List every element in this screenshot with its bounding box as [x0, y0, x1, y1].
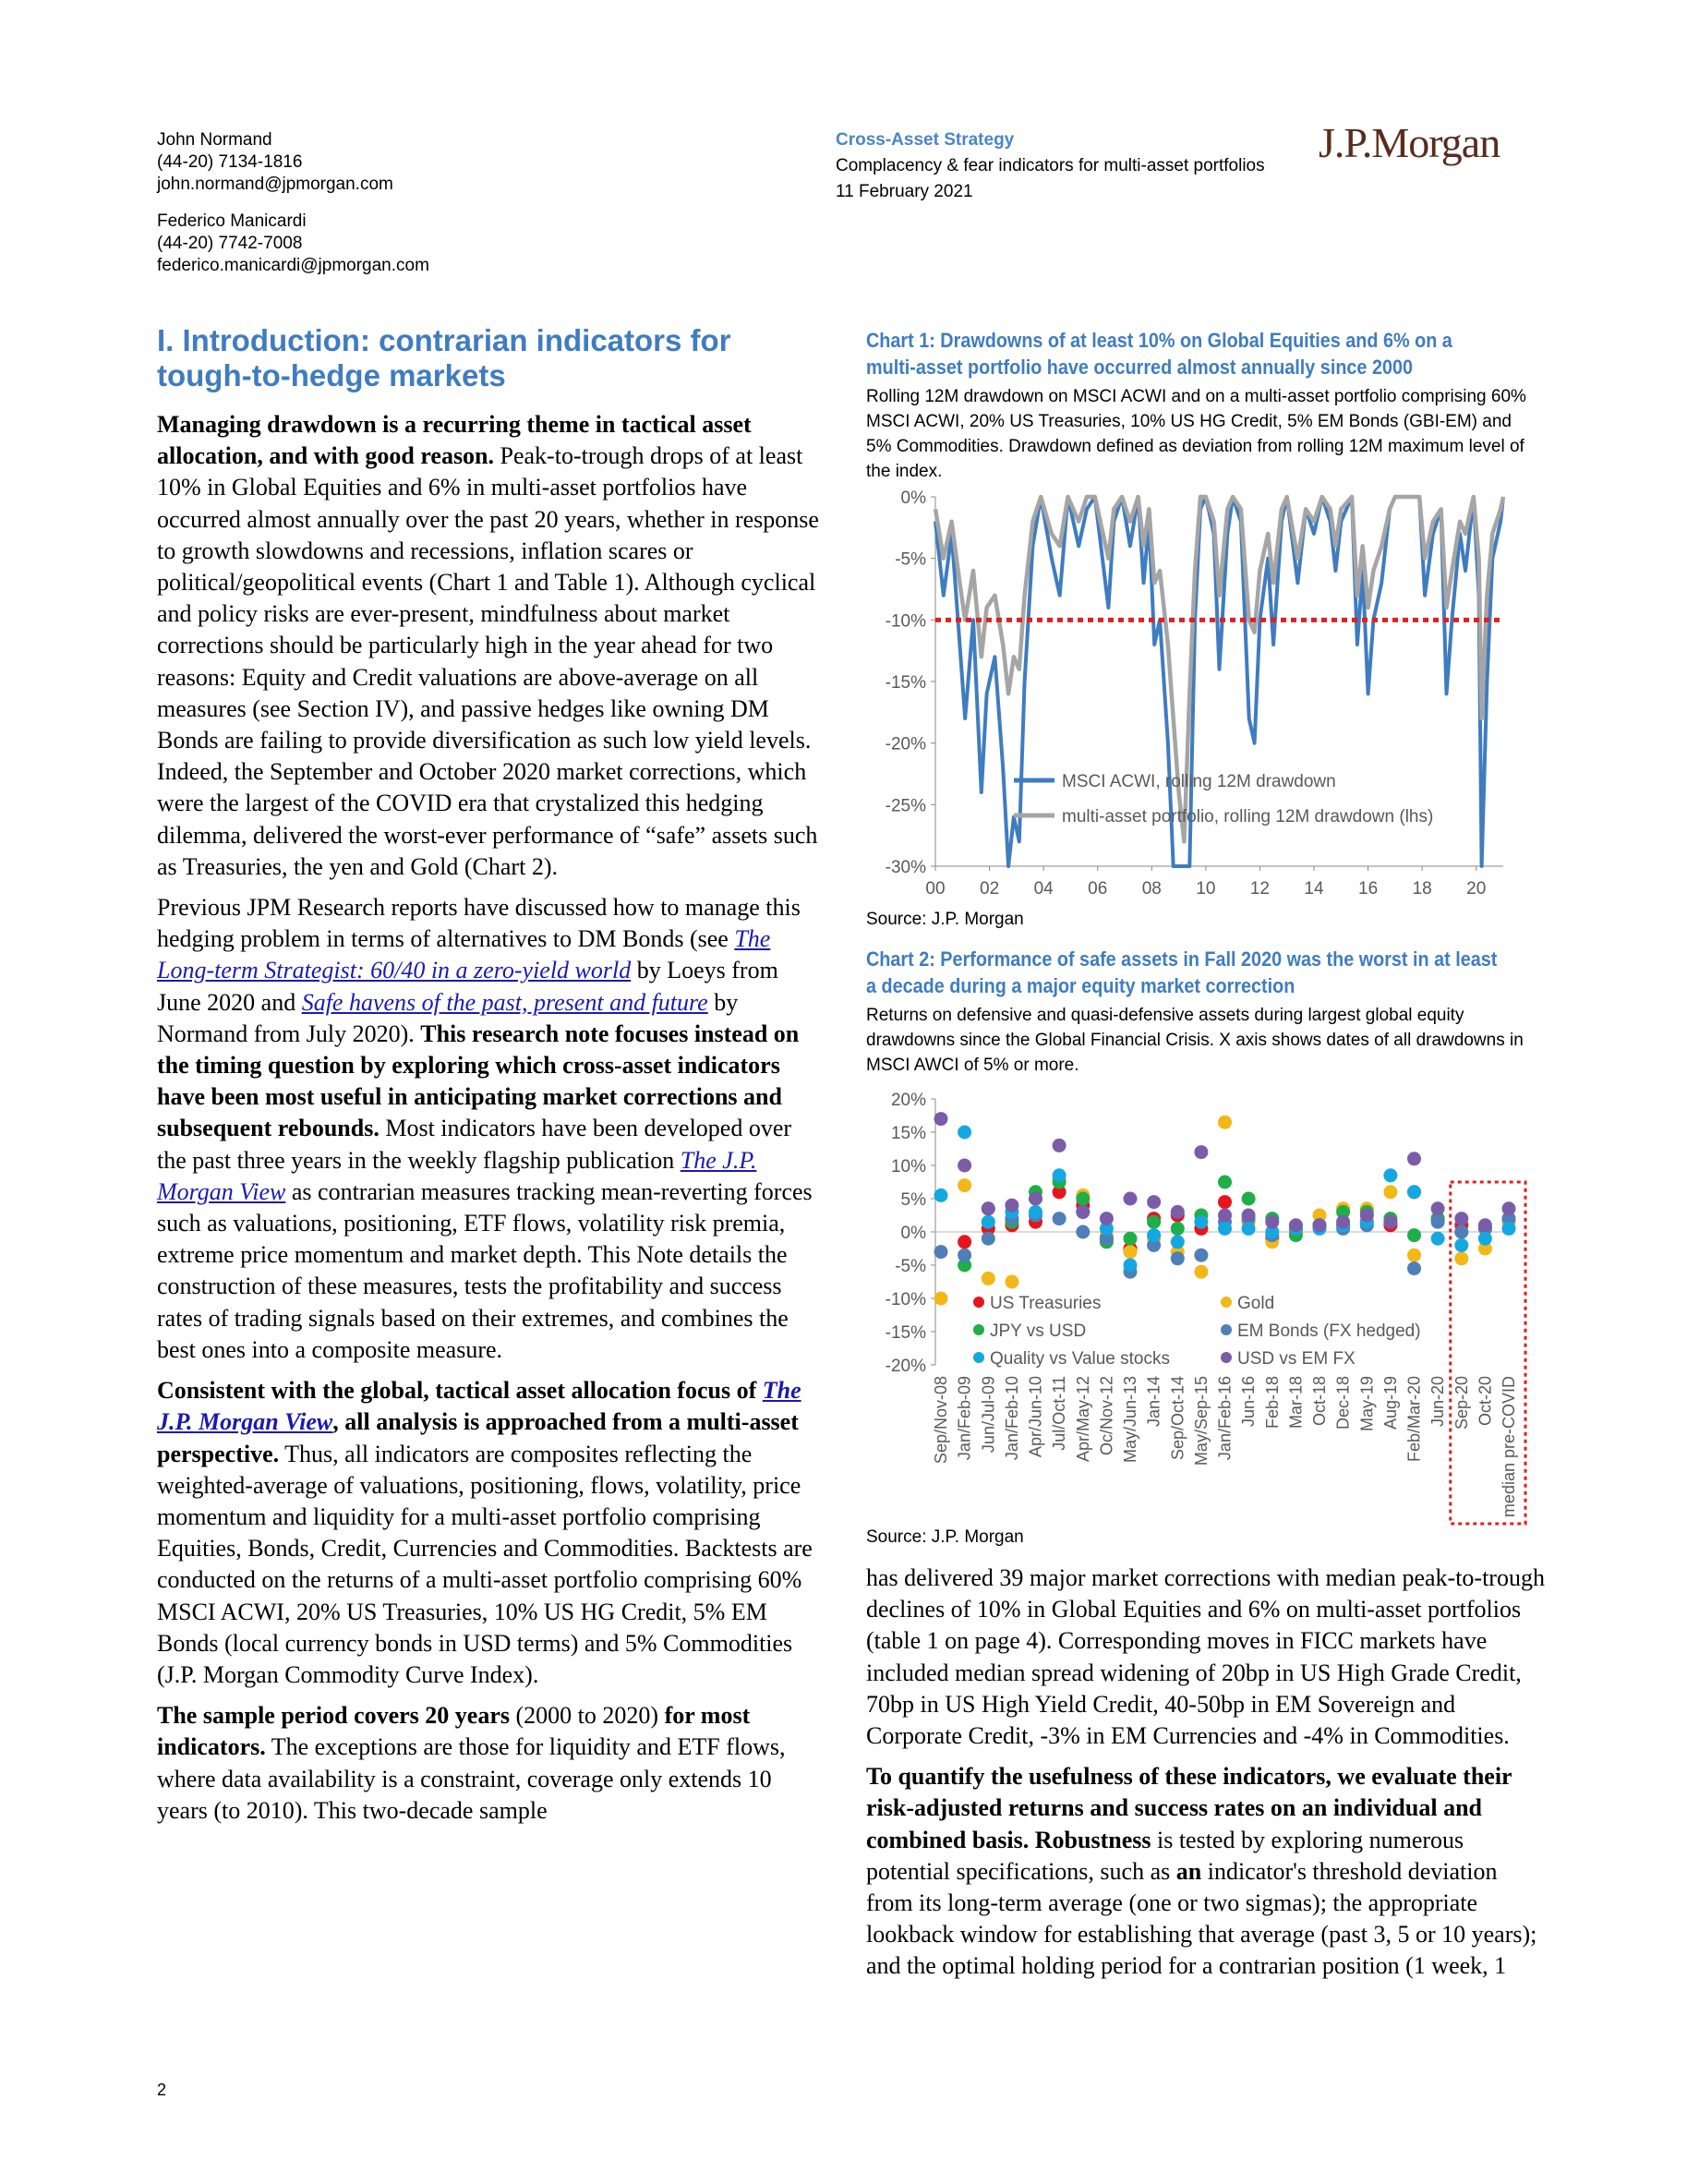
data-point: [1478, 1218, 1492, 1232]
link-jpm-view[interactable]: The J.P. Morgan View: [157, 1146, 757, 1205]
data-point: [958, 1178, 971, 1192]
x-tick-label: 08: [1141, 879, 1162, 899]
legend-marker: [973, 1352, 984, 1363]
x-tick-label: 06: [1088, 879, 1108, 899]
data-point: [934, 1245, 948, 1259]
author-phone: (44-20) 7742-7008: [157, 234, 303, 253]
data-point: [1454, 1251, 1468, 1265]
paragraph: [157, 892, 824, 1366]
data-point: [1242, 1222, 1256, 1236]
data-point: [934, 1112, 948, 1126]
legend-marker: [1221, 1324, 1232, 1335]
author-block-1: [157, 129, 393, 196]
data-point: [1029, 1192, 1042, 1206]
report-title: Complacency & fear indicators for multi-asset portfolios: [836, 156, 1265, 175]
y-tick-label: -20%: [885, 734, 926, 754]
x-category-label: Mar-18: [1286, 1376, 1306, 1430]
data-point: [934, 1292, 948, 1306]
data-point: [1194, 1265, 1208, 1279]
data-point: [1076, 1192, 1090, 1206]
x-tick-label: 12: [1249, 879, 1270, 899]
y-tick-label: -15%: [885, 1323, 926, 1343]
x-tick-label: 02: [980, 879, 1000, 899]
paragraph-text: Peak-to-trough drops of at least 10% in Global Equities and 6% in multi-asset portfolios have occurred almost annually over the past 20 years, whether in response to growth slowdowns and recessions, inflation scares or political/geopolitical events (Chart 1 and Table 1). Although cyclical and policy risks are ever-present, mindfulness about market corrections should be particularly high in the year ahead for two reasons: Equity and Credit valuations are above-average on all measures (see Section IV), and passive hedges like owning DM Bonds are failing to provide diversification as such low yield levels. Indeed, the September and October 2020 market corrections, which were the largest of the COVID era that crystalized this hedging dilemma, delivered the worst-ever performance of “safe” assets such as Treasuries, the yen and Gold (Chart 2).: [157, 442, 819, 880]
data-point: [1147, 1195, 1161, 1209]
legend-marker: [1221, 1297, 1232, 1308]
data-point: [1431, 1201, 1445, 1215]
data-point: [1218, 1116, 1232, 1129]
data-point: [1454, 1225, 1468, 1239]
x-category-label: Aug-19: [1380, 1376, 1400, 1430]
x-category-label: Apr/Jun-10: [1026, 1376, 1045, 1458]
data-point: [1124, 1245, 1138, 1259]
x-tick-label: 04: [1033, 879, 1054, 899]
y-tick-label: -20%: [885, 1357, 926, 1376]
data-point: [1242, 1209, 1256, 1223]
x-category-label: Jan/Feb-10: [1002, 1376, 1021, 1461]
x-category-label: Sep/Nov-08: [932, 1376, 950, 1465]
x-category-label: Apr/May-12: [1073, 1376, 1092, 1463]
y-tick-label: -5%: [895, 549, 926, 570]
paragraph: [866, 1761, 1548, 1982]
chart2-subtitle: Returns on defensive and quasi-defensive assets during largest global equity drawdowns since the Global Financial Crisis. X axis shows dates of all drawdowns in MSCI AWCI of 5% or more.: [866, 1006, 1524, 1075]
data-point: [934, 1189, 948, 1202]
legend-marker: [1221, 1352, 1232, 1363]
legend-marker: [973, 1324, 984, 1335]
jpmorgan-logo: J.P.Morgan: [1319, 119, 1500, 166]
paragraph-text: by Loeys from June 2020 and: [157, 957, 778, 1016]
data-point: [1407, 1152, 1421, 1165]
paragraph: [157, 1375, 824, 1691]
data-point: [982, 1201, 995, 1215]
legend-label: USD vs EM FX: [1237, 1349, 1356, 1369]
data-point: [958, 1235, 971, 1249]
y-tick-label: -15%: [885, 673, 926, 693]
data-point: [982, 1232, 995, 1246]
paragraph-text: by Normand from July 2020).: [157, 988, 739, 1047]
x-category-label: Jul/Oct-11: [1050, 1376, 1069, 1451]
data-point: [1171, 1235, 1185, 1249]
data-point: [1124, 1192, 1138, 1206]
x-category-label: May-19: [1357, 1376, 1377, 1432]
y-tick-label: -10%: [885, 611, 926, 632]
x-category-label: Jan/Feb-09: [955, 1376, 974, 1461]
data-point: [1336, 1215, 1350, 1229]
legend-marker: [973, 1297, 984, 1308]
x-category-label: Jun-16: [1239, 1376, 1259, 1428]
chart2-plot: [866, 1080, 1540, 1533]
data-point: [1053, 1139, 1066, 1152]
paragraph: has delivered 39 major market corrections with median peak-to-trough declines of 10% in Global Equities and 6% on multi-asset portfolios (table 1 on page 4). Corresponding moves in FICC markets have included median spread widening of 20bp in US High Grade Credit, 70bp in US High Yield Credit, 40-50bp in EM Sovereign and Corporate Credit, -3% in EM Currencies and -4% in Commodities.: [866, 1564, 1545, 1750]
data-point: [1076, 1225, 1090, 1239]
bold-lead: This research note focuses instead on the timing question by exploring which cross-asset indicators have been most useful in anticipating market corrections and subsequent rebounds.: [157, 1020, 800, 1142]
data-point: [1383, 1215, 1397, 1229]
x-category-label: Oc/Nov-12: [1097, 1376, 1116, 1456]
bold-lead: Managing drawdown is a recurring theme in tactical asset allocation, and with good reason.: [157, 411, 752, 470]
bold-lead: Robustness: [1029, 1826, 1151, 1853]
report-header: [836, 127, 1265, 205]
y-tick-label: 15%: [890, 1124, 926, 1143]
data-point: [982, 1215, 995, 1229]
data-point: [1194, 1145, 1208, 1159]
data-point: [1383, 1168, 1397, 1182]
data-point: [1194, 1215, 1208, 1229]
data-point: [1383, 1185, 1397, 1199]
data-point: [1289, 1218, 1303, 1232]
data-point: [1005, 1199, 1018, 1213]
x-category-label: median pre-COVID: [1500, 1376, 1518, 1518]
link-safe-havens[interactable]: Safe havens of the past, present and future: [301, 988, 708, 1016]
data-point: [958, 1126, 971, 1140]
x-category-label: Oct-18: [1310, 1376, 1329, 1427]
report-date: 11 February 2021: [836, 182, 973, 201]
data-point: [1005, 1275, 1018, 1289]
chart2-title: Chart 2: Performance of safe assets in Fall 2020 was the worst in at least a decade during a major equity market correction: [866, 947, 1498, 997]
data-point: [1124, 1232, 1138, 1246]
legend-label: Quality vs Value stocks: [990, 1349, 1171, 1369]
data-point: [1147, 1215, 1161, 1229]
legend-label: MSCI ACWI, rolling 12M drawdown: [1062, 772, 1336, 791]
data-point: [1242, 1192, 1256, 1206]
right-column: [866, 1563, 1548, 1992]
paragraph-text: The exceptions are those for liquidity and ETF flows, where data availability is a constraint, coverage only extends 10 years (to 2010). This two-decade sample: [157, 1733, 786, 1824]
y-tick-label: 20%: [890, 1091, 926, 1110]
data-point: [1431, 1215, 1445, 1229]
report-series: Cross-Asset Strategy: [836, 130, 1015, 150]
x-category-label: Jun-20: [1428, 1376, 1448, 1428]
legend-label: Gold: [1237, 1294, 1275, 1313]
y-tick-label: -10%: [885, 1290, 926, 1309]
y-tick-label: 5%: [900, 1190, 926, 1210]
data-point: [1431, 1232, 1445, 1246]
bold-lead: Consistent with the global, tactical asset allocation focus of: [157, 1377, 763, 1405]
bold-lead: To quantify the usefulness of these indicators, we evaluate their risk-adjusted returns and success rates on an individual and combined basis.: [866, 1763, 1512, 1853]
chart1-subtitle: Rolling 12M drawdown on MSCI ACWI and on a multi-asset portfolio comprising 60% MSCI ACWI, 20% US Treasuries, 10% US HG Credit, 5% EM Bonds (GBI-EM) and 5% Commodities. Drawdown defined as deviation from rolling 12M maximum level of the index.: [866, 387, 1526, 481]
chart2-source: Source: J.P. Morgan: [866, 1527, 1024, 1547]
data-point: [958, 1249, 971, 1262]
data-point: [1053, 1212, 1066, 1225]
paragraph-text: Previous JPM Research reports have discussed how to manage this hedging problem in terms of alternatives to DM Bonds (see: [157, 894, 801, 953]
legend-label: multi-asset portfolio, rolling 12M drawdown (lhs): [1062, 807, 1434, 827]
author-name: Federico Manicardi: [157, 211, 307, 231]
data-point: [1147, 1228, 1161, 1242]
y-tick-label: -30%: [885, 858, 926, 877]
data-point: [1265, 1215, 1279, 1229]
legend-label: JPY vs USD: [990, 1321, 1087, 1341]
link-long-term-strategist[interactable]: The Long-term Strategist: 60/40 in a zero-yield world: [157, 925, 771, 984]
paragraph-text: indicator's threshold deviation from its long-term average (one or two sigmas); the appropriate lookback window for establishing that average (past 3, 5 or 10 years); and the optimal holding period for a contrarian position (1 week, 1: [866, 1857, 1537, 1980]
data-point: [1502, 1201, 1516, 1215]
paragraph: [157, 1700, 824, 1827]
paragraph-text: Most indicators have been developed over the past three years in the weekly flagship publication: [157, 1115, 792, 1174]
section-title: I. Introduction: contrarian indicators for tough-to-hedge markets: [157, 323, 731, 392]
chart1-title: Chart 1: Drawdowns of at least 10% on Global Equities and 6% on a multi-asset portfolio have occurred almost annually since 2000: [866, 329, 1452, 379]
data-point: [1218, 1222, 1232, 1236]
page-number: 2: [157, 2081, 167, 2099]
author-email[interactable]: federico.manicardi@jpmorgan.com: [157, 256, 429, 275]
data-point: [1100, 1212, 1114, 1225]
paragraph-text: (2000 to 2020): [510, 1702, 665, 1730]
paragraph: [157, 409, 824, 883]
data-point: [1029, 1205, 1042, 1219]
author-name: John Normand: [157, 130, 272, 150]
data-point: [1218, 1176, 1232, 1189]
chart1-source: Source: J.P. Morgan: [866, 910, 1024, 929]
x-category-label: May/Sep-15: [1191, 1376, 1211, 1466]
x-category-label: Dec-18: [1333, 1376, 1353, 1430]
x-tick-label: 18: [1412, 879, 1432, 899]
chart1-plot: [866, 480, 1512, 914]
y-tick-label: -25%: [885, 796, 926, 816]
x-category-label: Jan/Feb-16: [1215, 1376, 1235, 1461]
x-category-label: Feb-18: [1262, 1376, 1282, 1430]
data-point: [1124, 1259, 1138, 1273]
x-category-label: May/Jun-13: [1121, 1376, 1139, 1464]
data-point: [958, 1159, 971, 1173]
left-column: [157, 409, 824, 1836]
x-category-label: Jun/Jul-09: [979, 1376, 998, 1454]
data-point: [1194, 1249, 1208, 1262]
data-point: [1407, 1249, 1421, 1262]
data-point: [1478, 1232, 1492, 1246]
x-tick-label: 00: [925, 879, 946, 899]
bold-lead: The sample period covers 20 years: [157, 1702, 511, 1730]
bold-lead: for most indicators.: [157, 1702, 751, 1761]
data-point: [1407, 1261, 1421, 1275]
data-point: [1171, 1205, 1185, 1219]
x-category-label: Jan-14: [1144, 1376, 1163, 1428]
data-point: [1171, 1222, 1185, 1236]
x-category-label: Sep/Oct-14: [1168, 1376, 1187, 1461]
y-tick-label: 10%: [890, 1157, 926, 1176]
data-point: [982, 1272, 995, 1285]
data-point: [1171, 1251, 1185, 1265]
y-tick-label: -5%: [895, 1257, 926, 1276]
x-tick-label: 10: [1196, 879, 1216, 899]
legend-label: EM Bonds (FX hedged): [1237, 1321, 1421, 1341]
bold-lead: , all analysis is approached from a multi-asset perspective.: [157, 1408, 799, 1467]
data-point: [1407, 1185, 1421, 1199]
data-point: [1454, 1238, 1468, 1252]
author-phone: (44-20) 7134-1816: [157, 152, 303, 172]
paragraph-text: as contrarian measures tracking mean-reverting forces such as valuations, positioning, ETF flows, volatility risk premia, extreme price momentum and market depth. This Note details the construction of these measures, tests the profitability and success rates of trading signals based on their extremes, and combines the best ones into a composite measure.: [157, 1177, 813, 1363]
link-jpm-view[interactable]: The J.P. Morgan View: [157, 1377, 801, 1436]
y-tick-label: 0%: [900, 1224, 926, 1243]
x-category-label: Feb/Mar-20: [1404, 1376, 1424, 1463]
bold-lead: an: [1175, 1857, 1202, 1885]
x-tick-label: 16: [1358, 879, 1379, 899]
data-point: [1407, 1228, 1421, 1242]
data-point: [1076, 1205, 1090, 1219]
data-point: [1053, 1168, 1066, 1182]
author-block-2: [157, 211, 429, 277]
paragraph-text: is tested by exploring numerous potential specifications, such as: [866, 1826, 1464, 1885]
y-tick-label: 0%: [900, 489, 926, 508]
data-point: [1454, 1212, 1468, 1225]
data-point: [1313, 1218, 1327, 1232]
x-tick-label: 14: [1304, 879, 1324, 899]
data-point: [1360, 1209, 1374, 1223]
author-email[interactable]: john.normand@jpmorgan.com: [157, 175, 393, 194]
x-category-label: Oct-20: [1476, 1376, 1495, 1427]
paragraph-text: Thus, all indicators are composites reflecting the weighted-average of valuations, positioning, flows, volatility, price momentum and liquidity for a multi-asset portfolio comprising Equities, Bonds, Credit, Currencies and Commodities. Backtests are conducted on the returns of a multi-asset portfolio comprising 60% MSCI ACWI, 20% US Treasuries, 10% US HG Credit, 5% EM Bonds (local currency bonds in USD terms) and 5% Commodities (J.P. Morgan Commodity Curve Index).: [157, 1440, 813, 1688]
data-point: [1502, 1222, 1516, 1236]
legend-label: US Treasuries: [990, 1294, 1102, 1313]
data-point: [1218, 1209, 1232, 1223]
x-category-label: Sep-20: [1452, 1376, 1471, 1430]
x-tick-label: 20: [1466, 879, 1487, 899]
data-point: [1218, 1195, 1232, 1209]
